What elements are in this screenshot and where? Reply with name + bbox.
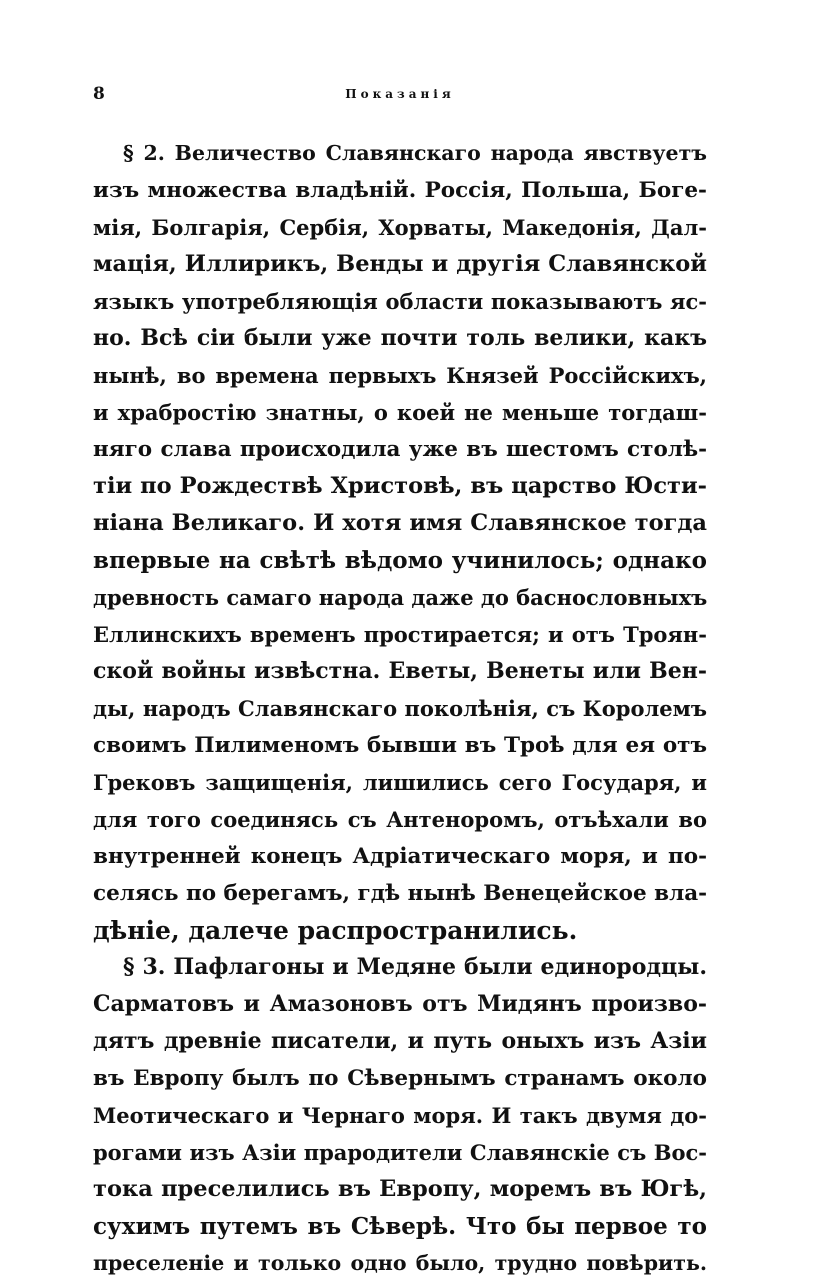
text-line: впервые на свѣтѣ вѣдомо учинилось; однако (93, 547, 707, 574)
text-line: ской войны извѣстна. Еветы, Венеты или Вен- (93, 658, 707, 684)
text-line: языкъ употребляющія области показываютъ яс- (93, 289, 707, 314)
text-line: изъ множества владѣній. Россія, Польша, Боге- (93, 178, 707, 203)
text-line: внутренней конецъ Адріатическаго моря, и по- (93, 844, 707, 869)
text-line: Меотическаго и Чернаго моря. И такъ двумя до- (93, 1103, 707, 1128)
text-line: няго слава происходила уже въ шестомъ столѣ- (93, 437, 707, 462)
text-line: и храбростію знатны, о коей не меньше тогдаш- (93, 400, 707, 425)
text-line: мія, Болгарія, Сербія, Хорваты, Македонія, Дал- (93, 215, 707, 240)
text-line: мація, Иллирикъ, Венды и другія Славянской (93, 251, 707, 277)
text-line: § 3. Пафлагоны и Медяне были единородцы. (123, 954, 707, 980)
body-text (93, 135, 707, 1282)
text-line: ніана Великаго. И хотя имя Славянское тогда (93, 510, 707, 536)
text-line: древность самаго народа даже до баснословныхъ (93, 585, 707, 610)
text-line: ды, народъ Славянскаго поколѣнія, съ Королемъ (93, 696, 707, 721)
text-line: рогами изъ Азіи прародители Славянскіе съ Вос- (93, 1140, 707, 1165)
paragraph-section-2 (93, 135, 707, 949)
text-line: но. Всѣ сіи были уже почти толь велики, какъ (93, 325, 707, 351)
text-line: для того соединясь съ Антеноромъ, отъѣхали во (93, 807, 707, 832)
page-number: 8 (93, 84, 105, 104)
text-line: Грековъ защищенія, лишились сего Государя, и (93, 770, 707, 795)
text-line: нынѣ, во времена первыхъ Князей Россійскихъ, (93, 363, 707, 388)
text-line: сухимъ путемъ въ Сѣверѣ. Что бы первое то (93, 1213, 707, 1240)
text-line: Сарматовъ и Амазоновъ отъ Мидянъ произво- (93, 991, 707, 1017)
paragraph-section-3 (93, 949, 707, 1282)
text-line: Еллинскихъ временъ простирается; и отъ Троян- (93, 622, 707, 647)
text-line: преселеніе и только одно было, трудно повѣрить. (93, 1251, 707, 1275)
text-line: тіи по Рождествѣ Христовѣ, въ царство Юсти- (93, 473, 707, 499)
text-line: § 2. Величество Славянскаго народа явствуетъ (123, 141, 707, 165)
text-line: своимъ Пилименомъ бывши въ Троѣ для ея отъ (93, 733, 707, 758)
running-head: Показанія (345, 87, 455, 101)
text-line: тока преселились въ Европу, моремъ въ Югѣ, (93, 1176, 707, 1202)
text-line: въ Европу былъ по Сѣвернымъ странамъ около (93, 1066, 707, 1091)
text-line: дятъ древніе писатели, и путь оныхъ изъ Азіи (93, 1028, 707, 1054)
text-line: селясь по берегамъ, гдѣ нынѣ Венецейское вла- (93, 881, 707, 906)
text-line: дѣніе, далече распространились. (93, 916, 578, 945)
